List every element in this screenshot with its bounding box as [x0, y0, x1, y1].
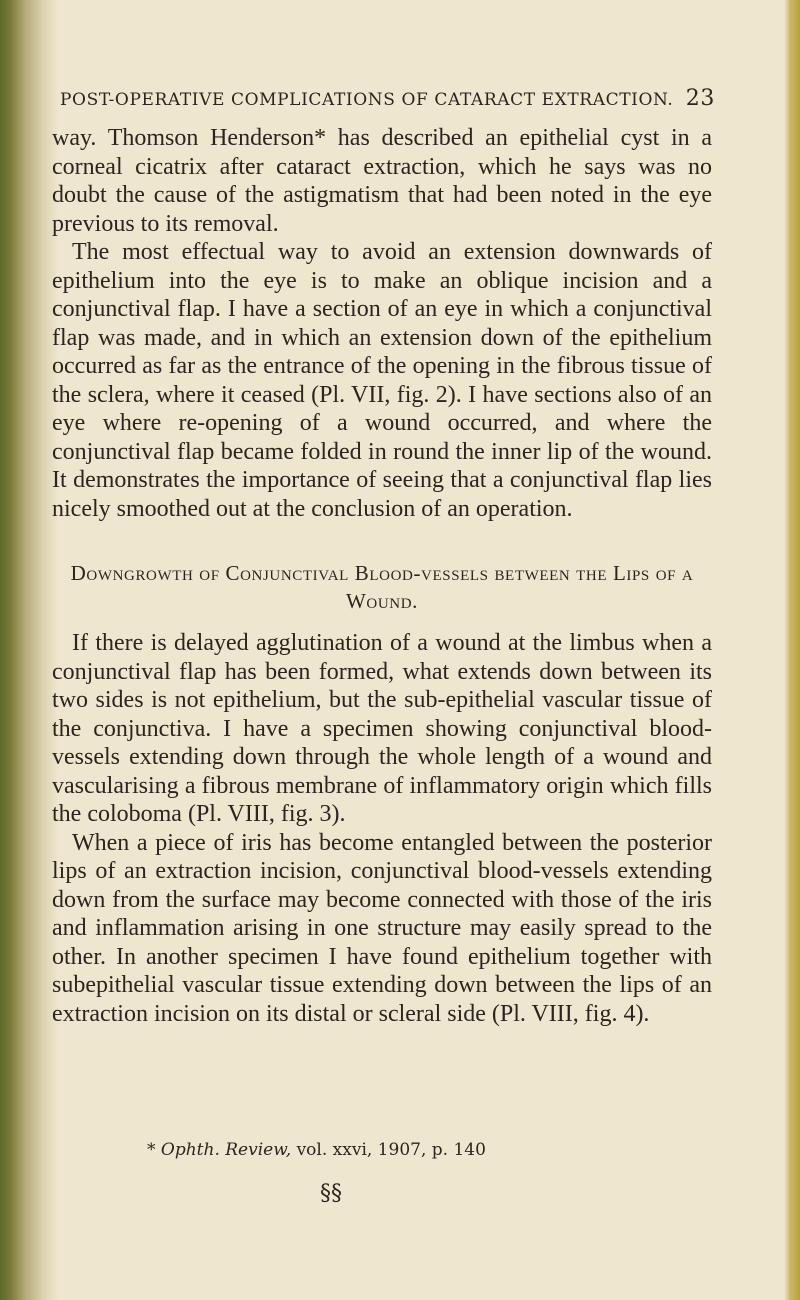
footnote-details: vol. xxvi, 1907, p. 140	[296, 1140, 486, 1160]
paragraph-3: If there is delayed agglutination of a wound at the limbus when a conjunctival flap has been formed, what extends down between its two sides is not epithelium, but the sub-epithelial vascular tissue of the conjunctiva. I have a specimen showing conjunctival blood-vessels extending down through the whole length of a wound and vascularising a fibrous membrane of inflammatory origin which fills the coloboma (Pl. VIII, fig. 3).	[52, 630, 712, 827]
body-text	[52, 124, 712, 1028]
footnote-marker: *	[147, 1140, 156, 1160]
paragraph-2: The most effectual way to avoid an extension downwards of epithelium into the eye is to make an oblique incision and a conjunctival flap. I have a section of an eye in which a conjunctival flap was made, and in which an extension down of the epithelium occurred as far as the entrance of the opening in the fibrous tissue of the sclera, where it ceased (Pl. VII, fig. 2). I have sections also of an eye where re-opening of a wound occurred, and where the conjunctival flap became folded in round the inner lip of the wound. It demonstrates the importance of seeing that a conjunctival flap lies nicely smoothed out at the conclusion of an operation.	[52, 239, 712, 522]
footnote	[147, 1140, 486, 1160]
running-head-title: POST-OPERATIVE COMPLICATIONS OF CATARACT EXTRACTION.	[60, 90, 674, 110]
running-head	[60, 86, 715, 111]
footnote-journal: Ophth. Review,	[160, 1140, 292, 1160]
paragraph-1: way. Thomson Henderson* has described an epithelial cyst in a corneal cicatrix after cataract extraction, which he says was no doubt the cause of the astigmatism that had been noted in the eye previous to its removal.	[52, 125, 712, 237]
section-heading: Downgrowth of Conjunctival Blood-vessels between the Lips of a Wound.	[70, 561, 694, 613]
paragraph-4: When a piece of iris has become entangled between the posterior lips of an extraction incision, conjunctival blood-vessels extending down from the surface may become connected with those of the iris and inflammation arising in one structure may easily spread to the other. In another specimen I have found epithelium together with subepithelial vascular tissue extending down between the lips of an extraction incision on its distal or scleral side (Pl. VIII, fig. 4).	[52, 829, 712, 1027]
signature-mark: §§	[320, 1181, 342, 1206]
book-page	[52, 0, 787, 1300]
page-number: 23	[685, 86, 715, 111]
book-binding-edge	[0, 0, 58, 1300]
